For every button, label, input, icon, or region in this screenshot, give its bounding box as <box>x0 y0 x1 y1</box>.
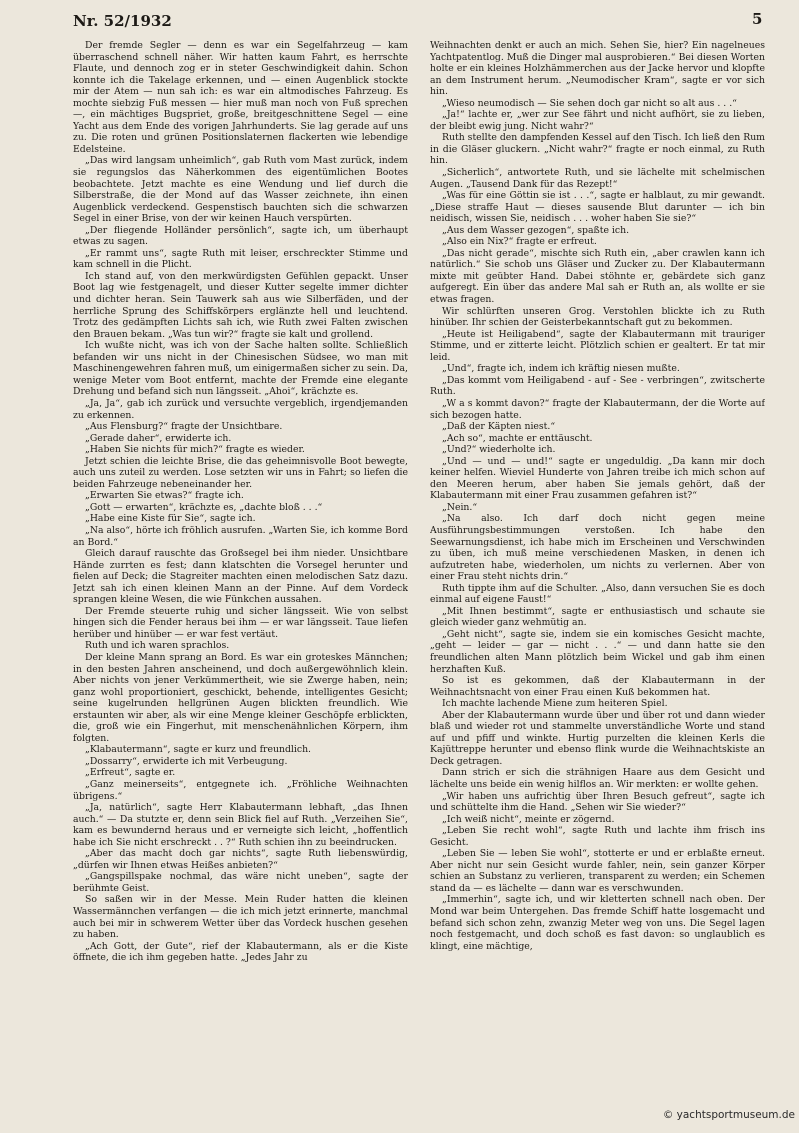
paragraph: „Heute ist Heiligabend“, sagte der Klabautermann mit trauriger Stimme, und er zitterte leicht. Plötzlich schien er gealtert. Er tat mir leid. <box>430 328 765 363</box>
paragraph: „Das nicht gerade“, mischte sich Ruth ein, „aber crawlen kann ich natürlich.“ Sie schob uns Gläser und Zucker zu. Der Klabautermann mixte mit geübter Hand. Dabei stöhnte er, gebärdete sich ganz aufgeregt. Ein über das andere Mal sah er Ruth an, als wollte er sie etwas fragen. <box>430 247 765 306</box>
paragraph: „Gott — erwarten“, krächzte es, „dachte bloß . . .“ <box>85 501 323 513</box>
paragraph: „Erwarten Sie etwas?“ fragte ich. <box>85 490 244 502</box>
paragraph: „Also ein Nix?“ fragte er erfreut. <box>442 236 597 248</box>
paragraph: Ich wußte nicht, was ich von der Sache halten sollte. Schließlich befanden wir uns nicht in der Chinesischen Südsee, wo man mit Maschinengewehren fahren muß, um einigermaßen sicher zu sein. Da, wenige Meter vom Boot entfernt, machte der Fremde eine elegante Drehung und befand sich nun längsseit. „Ahoi“, krächzte es. <box>73 340 408 398</box>
paragraph: „Na also. Ich darf doch nicht gegen meine Ausführungsbestimmungen verstoßen. Ich habe den Seewarnungsdienst, ich habe mich im Erscheinen und Verschwinden zu üben, ich muß meine verschiedenen Masken, in denen ich aufzutreten habe, wiederholen, um nichts zu verlernen. Aber von einer Frau steht nichts drin.“ <box>430 513 765 583</box>
paragraph: „Mit Ihnen bestimmt“, sagte er enthusiastisch und schaute sie gleich wieder ganz wehmütig an. <box>430 605 765 629</box>
paragraph: Der Fremde steuerte ruhig und sicher längsseit. Wie von selbst hingen sich die Fender heraus bei ihm — er war längsseit. Taue liefen herüber und hinüber — er war fest vertäut. <box>73 605 408 640</box>
paragraph: Jetzt schien die leichte Brise, die das geheimnisvolle Boot bewegte, auch uns zuteil zu werden. Lose setzten wir uns in Fahrt; so liefen die beiden Fahrzeuge nebeneinander her. <box>73 455 408 490</box>
paragraph: „Aber das macht doch gar nichts“, sagte Ruth liebenswürdig, „dürfen wir Ihnen etwas Heißes anbieten?“ <box>73 848 408 871</box>
paragraph: Der fremde Segler — denn es war ein Segelfahrzeug — kam überraschend schnell näher. Wir hatten kaum Fahrt, es herrschte Flaute, und dennoch zog er in steter Geschwindigkeit dahin. Schon konnte ich die Takelage erkennen, und — einen Augenblick stockte mir der Atem — nun sah ich: es war ein altmodisches Fahrzeug. Es mochte siebzig Fuß messen — hier muß man noch von Fuß sprechen —, ein mächtiges Bugspriet, große, breitgeschnittene Segel — eine Yacht aus dem Ende des vorigen Jahrhunderts. Sie lag gerade auf uns zu. Die roten und grünen Positionslaternen flackerten wie lebendige Edelsteine. <box>73 40 408 155</box>
paragraph: „Nein.“ <box>442 501 478 513</box>
paragraph: „Gerade daher“, erwiderte ich. <box>85 432 232 444</box>
paragraph: „Leben Sie recht wohl“, sagte Ruth und lachte ihm frisch ins Gesicht. <box>430 825 765 848</box>
paragraph: „Das kommt vom Heiligabend - auf - See - verbringen“, zwitscherte Ruth. <box>430 374 765 398</box>
paragraph: Aber der Klabautermann wurde über und über rot und dann wieder blaß und wieder rot und stammelte unverständliche Worte und stand auf und pfiff und winkte. Hurtig purzelten die kleinen Kerls die Kajüttreppe herunter und ebenso flink wurde die Weihnachtskiste an Deck getragen. <box>430 709 765 767</box>
paragraph: „Erfreut“, sagte er. <box>85 767 176 779</box>
paragraph: „Dossarry“, erwiderte ich mit Verbeugung. <box>85 755 288 767</box>
paragraph: „Geht nicht“, sagte sie, indem sie ein komisches Gesicht machte, „geht — leider — gar — nicht . . .“ — und dann hatte sie den freundlichen alten Mann plötzlich beim Wickel und gab ihm einen herzhaften Kuß. <box>430 628 765 675</box>
paragraph: „Klabautermann“, sagte er kurz und freundlich. <box>85 744 312 756</box>
paragraph: „Ich weiß nicht“, meinte er zögernd. <box>442 813 615 825</box>
paragraph: Ruth und ich waren sprachlos. <box>85 640 230 652</box>
text-column-left <box>73 40 408 1070</box>
paragraph: Ruth tippte ihm auf die Schulter. „Also, dann versuchen Sie es doch einmal auf eigene Faust!“ <box>430 582 765 606</box>
paragraph: „Ach so“, machte er enttäuscht. <box>442 432 593 444</box>
paragraph: Ruth stellte den dampfenden Kessel auf den Tisch. Ich ließ den Rum in die Gläser gluckern. „Nicht wahr?“ fragte er noch einmal, zu Ruth hin. <box>430 132 765 167</box>
paragraph: „Aus Flensburg?“ fragte der Unsichtbare. <box>85 421 283 433</box>
paragraph: „Der fliegende Holländer persönlich“, sagte ich, um überhaupt etwas zu sagen. <box>73 224 408 248</box>
watermark: © yachtsportmuseum.de <box>662 1109 795 1121</box>
paragraph: „Wieso neumodisch — Sie sehen doch gar nicht so alt aus . . .“ <box>442 97 737 109</box>
paragraph: „Was für eine Göttin sie ist . . .“, sagte er halblaut, zu mir gewandt. „Diese straffe Haut — dieses sausende Blut darunter — ich bin neidisch, wissen Sie, neidisch . . . woher haben Sie sie?“ <box>430 190 765 225</box>
page-number: 5 <box>752 10 763 28</box>
paragraph: „Haben Sie nichts für mich?“ fragte es wieder. <box>85 444 305 456</box>
paragraph: „Ach Gott, der Gute“, rief der Klabautermann, als er die Kiste öffnete, die ich ihm gegeben hatte. „Jedes Jahr zu <box>73 940 408 964</box>
paragraph: „Ganz meinerseits“, entgegnete ich. „Fröhliche Weihnachten übrigens.“ <box>73 779 408 802</box>
paragraph: So saßen wir in der Messe. Mein Ruder hatten die kleinen Wassermännchen verfangen — die ich mich jetzt erinnerte, manchmal auch bei mir in schwerem Wetter über das Vordeck huschen gesehen zu haben. <box>73 894 408 941</box>
paragraph: „Immerhin“, sagte ich, und wir kletterten schnell nach oben. Der Mond war beim Untergehen. Das fremde Schiff hatte losgemacht und befand sich schon zehn, zwanzig Meter weg von uns. Die Segel lagen noch festgemacht, und doch schoß es fast davon: so unglaublich es klingt, eine mächtige, <box>430 894 765 952</box>
paragraph: „Ja, natürlich“, sagte Herr Klabautermann lebhaft, „das Ihnen auch.“ — Da stutzte er, denn sein Blick fiel auf Ruth. „Verzeihen Sie“, kam es bewundernd heraus und er verneigte sich leicht, „hoffentlich habe ich Sie nicht erschreckt . . ?“ Ruth schien ihn zu beeindrucken. <box>73 802 408 848</box>
paragraph: Ich machte lachende Miene zum heiteren Spiel. <box>442 698 668 710</box>
paragraph: Der kleine Mann sprang an Bord. Es war ein groteskes Männchen; in den besten Jahren anscheinend, und doch außergewöhnlich klein. Aber nichts von jener Verkümmertheit, wie sie Zwerge haben, nein; ganz wohl proportioniert, geschickt, behende, intelligentes Gesicht; seine kugelrunden hellgrünen Augen blickten freundlich. Wie erstaunten wir aber, als wir eine Menge kleiner Geschöpfe erblickten, die, groß wie ein Fingerhut, mit menschenähnlichen Körpern, ihm folgten. <box>73 651 408 744</box>
paragraph: Ich stand auf, von den merkwürdigsten Gefühlen gepackt. Unser Boot lag wie festgenagelt, und dieser Kutter segelte immer dichter und dichter heran. Sein Tauwerk sah aus wie Silberfäden, und der herrliche Sprung des Schiffskörpers erglänzte hell und leuchtend. Trotz des gedämpften Lichts sah ich, wie Ruth zwei Falten zwischen den Brauen bekam. „Was tun wir?“ fragte sie kalt und grollend. <box>73 270 408 340</box>
paragraph: „Und“, fragte ich, indem ich kräftig niesen mußte. <box>442 363 680 375</box>
paragraph: „Na also“, hörte ich fröhlich ausrufen. „Warten Sie, ich komme Bord an Bord.“ <box>73 524 408 548</box>
paragraph: Weihnachten denkt er auch an mich. Sehen Sie, hier? Ein nagelneues Yachtpatentlog. Muß die Dinger mal ausprobieren.“ Bei diesen Worten holte er ein kleines Holzhämmerchen aus der Jacke hervor und klopfte an dem Instrument herum. „Neumodischer Kram“, sagte er vor sich hin. <box>430 40 765 98</box>
issue-number: Nr. 52/1932 <box>73 12 172 30</box>
paragraph: „W a s kommt davon?“ fragte der Klabautermann, der die Worte auf sich bezogen hatte. <box>430 397 765 421</box>
paragraph: „Daß der Käpten niest.“ <box>442 421 556 433</box>
paragraph: „Er rammt uns“, sagte Ruth mit leiser, erschreckter Stimme und kam schnell in die Plicht. <box>73 247 408 271</box>
paragraph: Wir schlürften unseren Grog. Verstohlen blickte ich zu Ruth hinüber. Ihr schien der Geisterbekanntschaft gut zu bekommen. <box>430 305 765 329</box>
text-column-right <box>430 40 765 1070</box>
paragraph: „Das wird langsam unheimlich“, gab Ruth vom Mast zurück, indem sie regungslos das Näherkommen des eigentümlichen Bootes beobachtete. Jetzt machte es eine Wendung und lief durch die Silberstraße, die der Mond auf das Wasser zeichnete, ihn einen Augenblick verdeckend. Gespenstisch bauchten sich die schwarzen Segel in einer Brise, von der wir keinen Hauch verspürten. <box>73 155 408 225</box>
paragraph: Dann strich er sich die strähnigen Haare aus dem Gesicht und lächelte uns beide ein wenig hilflos an. Wir merkten: er wollte gehen. <box>430 767 765 790</box>
paragraph: „Gangspillspake nochmal, das wäre nicht uneben“, sagte der berühmte Geist. <box>73 871 408 894</box>
paragraph: „Aus dem Wasser gezogen“, spaßte ich. <box>442 224 630 236</box>
paragraph: „Und — und — und!“ sagte er ungeduldig. „Da kann mir doch keiner helfen. Wieviel Hunderte von Jahren treibe ich mich schon auf den Meeren herum, aber haben Sie jemals gehört, daß der Klabautermann mit einer Frau zusammen gefahren ist?“ <box>430 455 765 502</box>
paragraph: „Wir haben uns aufrichtig über Ihren Besuch gefreut“, sagte ich und schüttelte ihm die Hand. „Sehen wir Sie wieder?“ <box>430 790 765 814</box>
paragraph: „Und?“ wiederholte ich. <box>442 444 556 456</box>
paragraph: „Sicherlich“, antwortete Ruth, und sie lächelte mit schelmischen Augen. „Tausend Dank für das Rezept!“ <box>430 167 765 190</box>
paragraph: So ist es gekommen, daß der Klabautermann in der Weihnachtsnacht von einer Frau einen Kuß bekommen hat. <box>430 675 765 698</box>
paragraph: „Leben Sie — leben Sie wohl“, stotterte er und er erblaßte erneut. Aber nicht nur sein Gesicht wurde fahler, nein, sein ganzer Körper schien an Substanz zu verlieren, transparent zu werden; ein Schemen stand da — es lächelte — dann war es verschwunden. <box>430 848 765 894</box>
paragraph: „Habe eine Kiste für Sie“, sagte ich. <box>85 513 256 525</box>
paragraph: „Ja!“ lachte er, „wer zur See fährt und nicht aufhört, sie zu lieben, der bleibt ewig jung. Nicht wahr?“ <box>430 109 765 132</box>
paragraph: „Ja, Ja“, gab ich zurück und versuchte vergeblich, irgendjemanden zu erkennen. <box>73 397 408 421</box>
paragraph: Gleich darauf rauschte das Großsegel bei ihm nieder. Unsichtbare Hände zurrten es fest; dann klatschten die Vorsegel herunter und fielen auf Deck; die Stagreiter machten einen melodischen Satz dazu. Jetzt sah ich einen kleinen Mann an der Pinne. Auf dem Vordeck sprangen kleine Wesen, die wie Fünkchen aussahen. <box>73 548 408 606</box>
